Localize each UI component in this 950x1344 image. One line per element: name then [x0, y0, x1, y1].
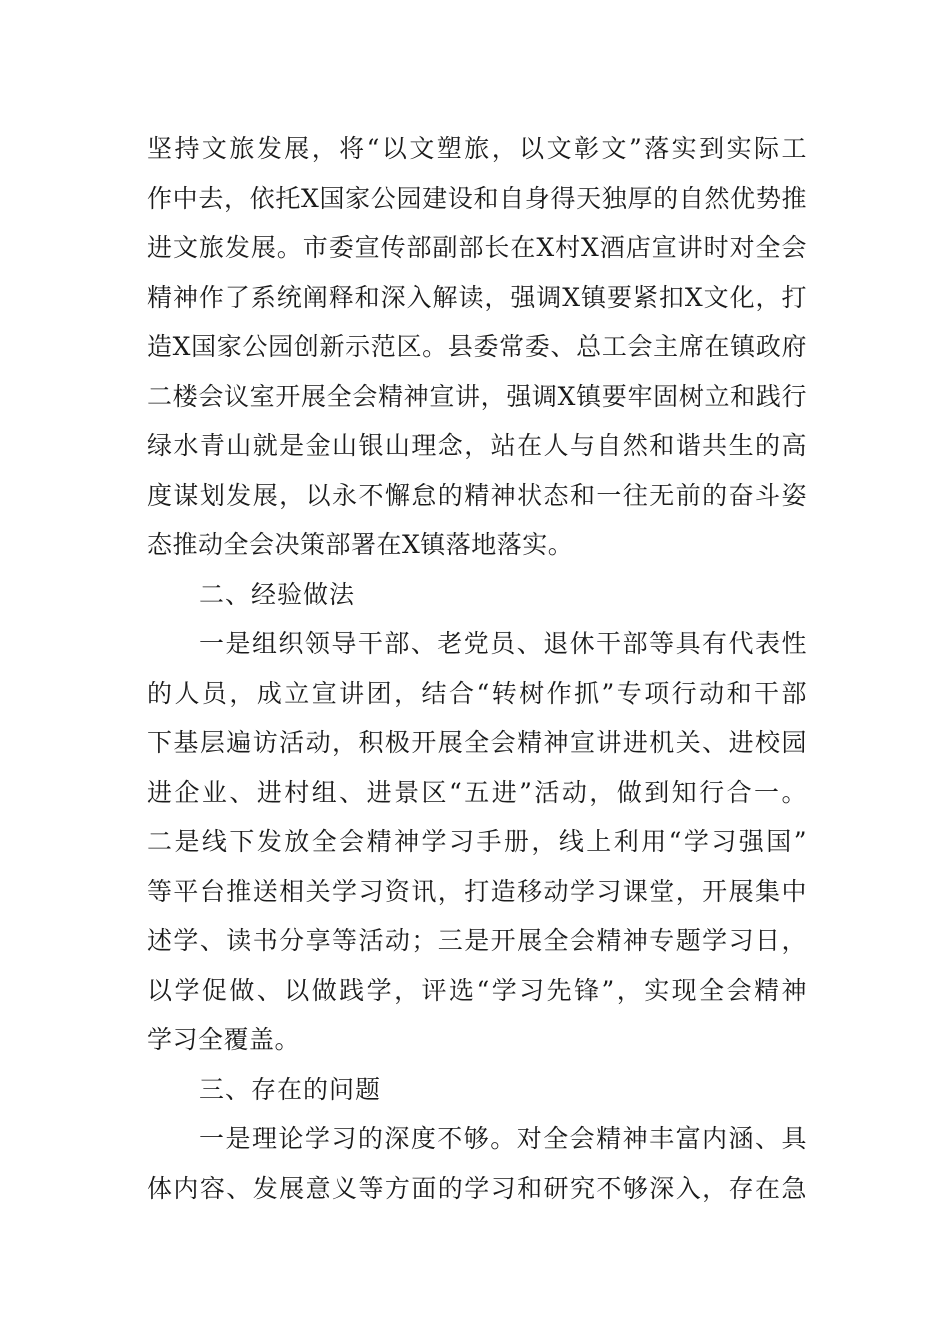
text-line: 造X国家公园创新示范区。县委常委、总工会主席在镇政府 — [147, 332, 807, 361]
text-line: 以学促做、以做践学，评选“学习先锋”，实现全会精神 — [147, 975, 807, 1005]
text-line: 下基层遍访活动，积极开展全会精神宣讲进机关、进校园 — [147, 728, 807, 757]
text-line: 二是线下发放全会精神学习手册，线上利用“学习强国” — [147, 827, 807, 856]
section-heading: 二、经验做法 — [199, 579, 356, 609]
text-line: 等平台推送相关学习资讯，打造移动学习课堂，开展集中 — [147, 876, 807, 906]
text-line: 坚持文旅发展，将“以文塑旅，以文彰文”落实到实际工 — [147, 134, 807, 163]
text-line: 绿水青山就是金山银山理念，站在人与自然和谐共生的高 — [147, 431, 807, 460]
text-line: 作中去，依托X国家公园建设和自身得天独厚的自然优势推 — [147, 183, 807, 213]
text-line: 度谋划发展，以永不懈怠的精神状态和一往无前的奋斗姿 — [147, 480, 807, 510]
text-line: 体内容、发展意义等方面的学习和研究不够深入，存在急 — [147, 1173, 807, 1203]
text-line: 精神作了系统阐释和深入解读，强调X镇要紧扣X文化，打 — [147, 282, 807, 312]
text-line: 进企业、进村组、进景区“五进”活动，做到知行合一。 — [147, 777, 807, 807]
text-line: 二楼会议室开展全会精神宣讲，强调X镇要牢固树立和践行 — [147, 381, 807, 411]
text-line: 态推动全会决策部署在X镇落地落实。 — [147, 530, 574, 559]
text-line: 进文旅发展。市委宣传部副部长在X村X酒店宣讲时对全会 — [147, 233, 807, 262]
section-heading: 三、存在的问题 — [199, 1074, 382, 1104]
document-body — [147, 124, 807, 1213]
text-line: 一是理论学习的深度不够。对全会精神丰富内涵、具 — [199, 1124, 807, 1153]
text-line: 述学、读书分享等活动；三是开展全会精神专题学习日， — [147, 926, 807, 955]
text-line: 学习全覆盖。 — [147, 1025, 301, 1054]
text-line: 一是组织领导干部、老党员、退休干部等具有代表性 — [199, 629, 807, 658]
text-line: 的人员，成立宣讲团，结合“转树作抓”专项行动和干部 — [147, 678, 807, 708]
